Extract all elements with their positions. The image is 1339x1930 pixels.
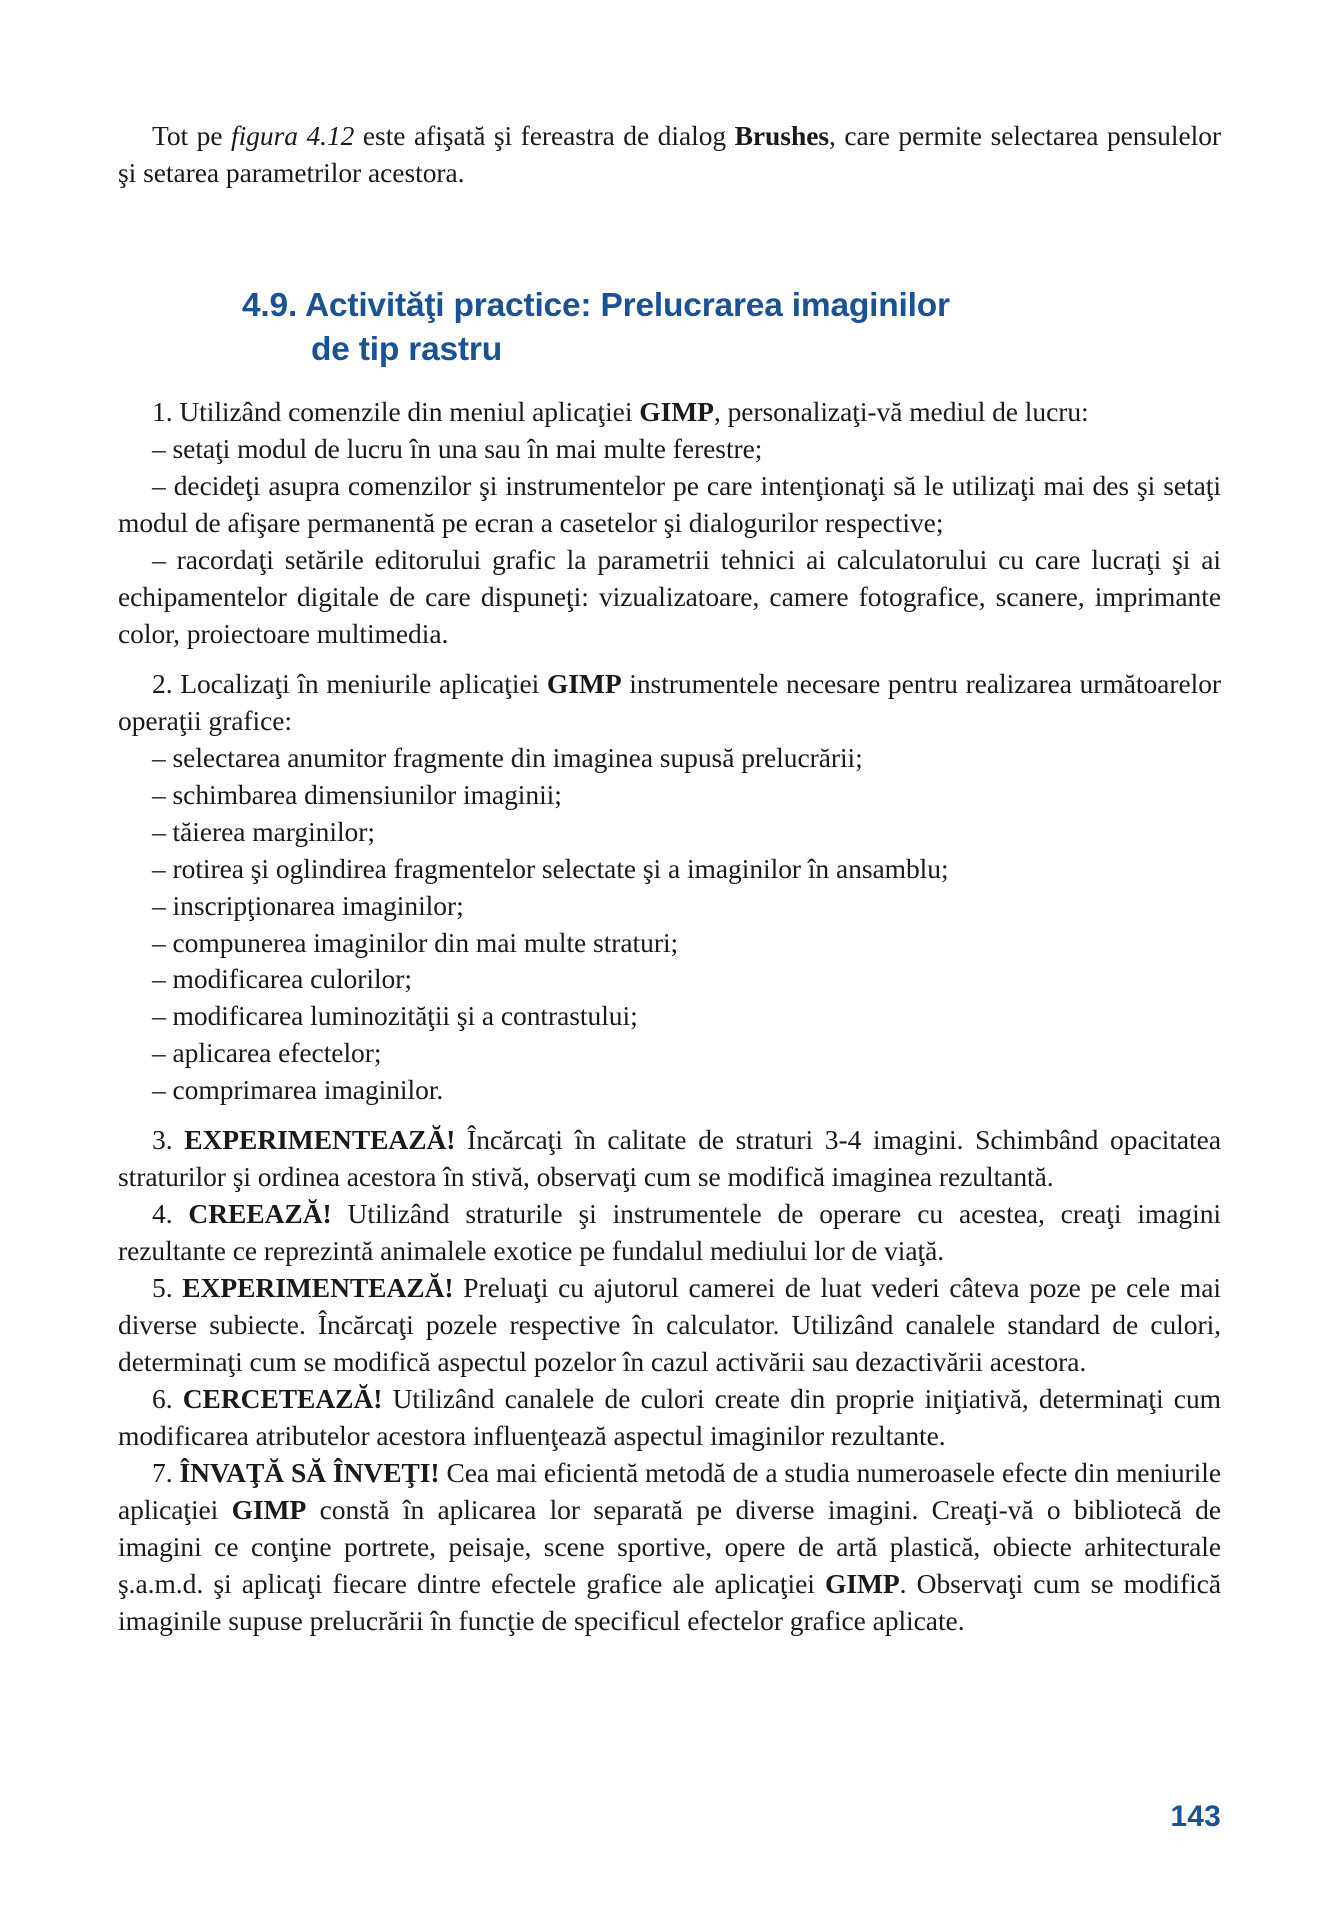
list-item: – tăierea marginilor; (152, 815, 375, 847)
item-5-number: 5. (152, 1272, 173, 1304)
item-7-bold-term-2: GIMP (825, 1568, 900, 1600)
list-item: – schimbarea dimensiunilor imaginii; (152, 778, 562, 810)
numbered-item-3 (118, 1122, 1221, 1196)
list-item: – inscripţionarea imaginilor; (152, 889, 464, 921)
item-4-text: Utilizând straturile şi instrumentele de operare cu acestea, creaţi imagini rezultante ce reprezintă animalele exotice pe fundalul mediului lor de viaţă. (118, 1198, 1221, 1267)
section-heading-line2: de tip rastru (311, 330, 502, 368)
item-3-text: Încărcaţi în calitate de straturi 3-4 imagini. Schimbând opacitatea straturilor şi ordinea acestora în stivă, observaţi cum se modifică imaginea rezultantă. (118, 1124, 1221, 1193)
section-heading-line1: 4.9. Activităţi practice: Prelucrarea imaginilor (242, 286, 950, 324)
intro-text-part1: Tot pe (152, 120, 231, 151)
list-item: – decideţi asupra comenzilor şi instrumentelor pe care intenţionaţi să le utilizaţi mai des şi setaţi modul de afişare permanentă pe ecran a casetelor şi dialogurilor respective; (118, 469, 1221, 538)
intro-bold-term: Brushes (734, 120, 830, 151)
item-5-keyword: EXPERIMENTEAZĂ! (182, 1272, 454, 1304)
item-1-text-after: , personalizaţi-vă mediul de lucru: (713, 395, 1089, 427)
item-7-bold-term-1: GIMP (231, 1494, 307, 1526)
list-item: – setaţi modul de lucru în una sau în mai multe ferestre; (152, 432, 763, 464)
item-1-bullet-list (118, 431, 1221, 653)
item-4-keyword: CREEAZĂ! (188, 1198, 332, 1230)
list-item: – comprimarea imaginilor. (152, 1074, 444, 1106)
numbered-item-5 (118, 1270, 1221, 1381)
item-7-number: 7. (152, 1457, 173, 1489)
list-item: – compunerea imaginilor din mai multe straturi; (152, 926, 679, 958)
list-item: – aplicarea efectelor; (152, 1037, 382, 1069)
item-2-bullet-list (118, 740, 1221, 1110)
list-item: – selectarea anumitor fragmente din imaginea supusă prelucrării; (152, 741, 863, 773)
item-1-bold-term: GIMP (639, 395, 714, 427)
item-2-number: 2. (152, 667, 173, 699)
page-number: 143 (1170, 1800, 1221, 1833)
item-1-text-before: Utilizând comenzile din meniul aplicaţiei (172, 395, 640, 427)
list-item: – modificarea luminozităţii şi a contrastului; (152, 1000, 638, 1032)
numbered-item-2 (118, 666, 1221, 740)
item-6-number: 6. (152, 1383, 173, 1415)
item-3-number: 3. (152, 1124, 173, 1156)
intro-text-part2: este afişată şi fereastra de dialog (354, 120, 735, 151)
list-item: – modificarea culorilor; (152, 963, 412, 995)
item-6-keyword: CERCETEAZĂ! (182, 1383, 383, 1415)
numbered-item-1 (118, 394, 1221, 431)
numbered-item-4 (118, 1196, 1221, 1270)
item-4-number: 4. (152, 1198, 173, 1230)
item-2-text-after: instrumentele necesare pentru realizarea următoarelor operaţii grafice: (118, 667, 1221, 736)
list-item: – racordaţi setările editorului grafic la parametrii tehnici ai calculatorului cu care lucraţi şi ai echipamentelor digitale de care dispuneţi: vizualizatoare, camere fotografice, scanere, imprimante color, proiectoare multimedia. (118, 543, 1221, 649)
figure-reference: figura 4.12 (231, 120, 355, 151)
intro-text-part3: , care permite selectarea pensulelor şi setarea parametrilor acestora. (118, 120, 1222, 188)
item-7-text-part3: . Observaţi cum se modifică imaginile supuse prelucrării în funcţie de specificul efectelor grafice aplicate. (118, 1568, 1221, 1637)
item-5-text: Preluaţi cu ajutorul camerei de luat vederi câteva poze pe cele mai diverse subiecte. Încărcaţi pozele respective în calculator. Utilizând canalele standard de culori, determinaţi cum se modifică aspectul pozelor în cazul activării sau dezactivării acestora. (118, 1272, 1221, 1378)
heading-spacer (118, 372, 1221, 394)
item-1-number: 1. (152, 395, 173, 427)
item-7-text-part1: Cea mai eficientă metodă de a studia numeroasele efecte din meniurile aplicaţiei (118, 1457, 1221, 1526)
page-content (118, 118, 1221, 1640)
list-item: – rotirea şi oglindirea fragmentelor selectate şi a imaginilor în ansamblu; (152, 852, 949, 884)
intro-paragraph (118, 118, 1221, 192)
numbered-item-6 (118, 1381, 1221, 1455)
item-6-text: Utilizând canalele de culori create din proprie iniţiativă, determinaţi cum modificarea atributelor acestora influenţează aspectul imaginilor rezultante. (118, 1383, 1222, 1452)
section-heading (118, 284, 1221, 372)
item-3-keyword: EXPERIMENTEAZĂ! (184, 1124, 456, 1156)
item-2-bold-term: GIMP (546, 667, 622, 699)
item-7-text-part2: constă în aplicarea lor separată pe diverse imagini. Creaţi-vă o bibliotecă de imagini ce conţine portrete, peisaje, scene sportive, opere de artă plastică, obiecte arhitecturale ş.a.m.d. şi aplicaţi fiecare dintre efectele grafice ale aplicaţiei (118, 1494, 1221, 1600)
numbered-item-7 (118, 1455, 1221, 1640)
item-2-text-before: Localizaţi în meniurile aplicaţiei (172, 667, 547, 699)
item-7-keyword: ÎNVAŢĂ SĂ ÎNVEŢI! (179, 1457, 440, 1489)
